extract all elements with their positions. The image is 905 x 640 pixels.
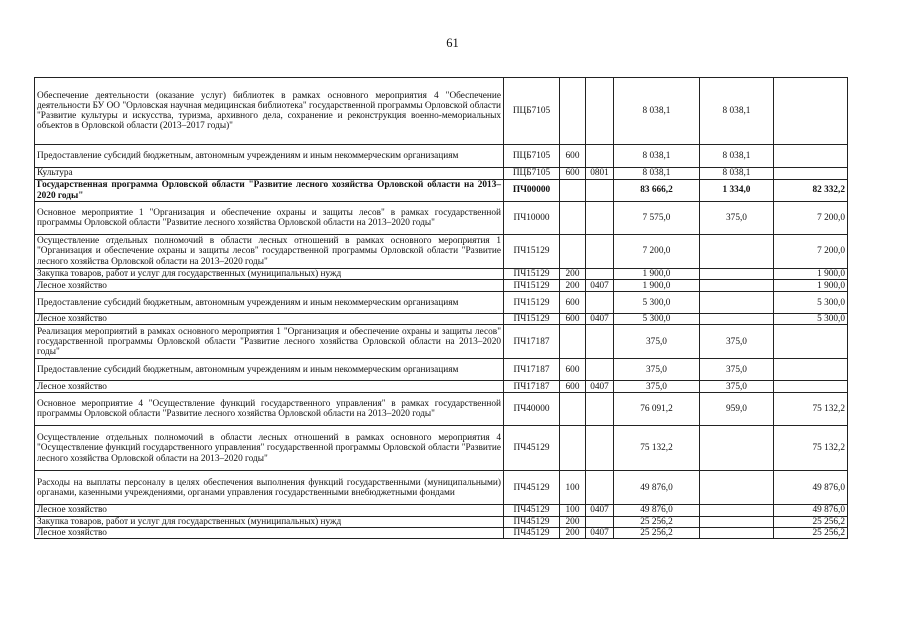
row-amount-total-cell: 375,0 [614, 325, 700, 359]
table-row [35, 168, 848, 180]
row-rz-cell [586, 145, 614, 168]
row-amount-regional-cell: 375,0 [700, 359, 774, 381]
row-name-cell: Основное мероприятие 4 "Осуществление функций государственного управления" в рамках государственной программы Орловской области "Развитие лесного хозяйства Орловской области на 2013–2020 годы" [35, 393, 504, 426]
page-number: 61 [446, 36, 459, 50]
row-rz-cell [586, 78, 614, 145]
row-rz-cell: 0801 [586, 168, 614, 180]
row-rz-cell: 0407 [586, 381, 614, 393]
row-vr-cell [560, 180, 586, 202]
row-name-cell: Предоставление субсидий бюджетным, автономным учреждениям и иным некоммерческим организациям [35, 359, 504, 381]
row-amount-regional-cell [700, 527, 774, 538]
row-amount-regional-cell [700, 280, 774, 292]
row-name-cell: Лесное хозяйство [35, 527, 504, 538]
row-name-cell: Лесное хозяйство [35, 314, 504, 325]
row-vr-cell: 600 [560, 168, 586, 180]
row-vr-cell: 600 [560, 292, 586, 314]
row-vr-cell: 200 [560, 280, 586, 292]
row-amount-federal-cell: 1 900,0 [774, 280, 848, 292]
row-amount-total-cell: 25 256,2 [614, 527, 700, 538]
row-amount-federal-cell: 49 876,0 [774, 505, 848, 516]
row-rz-cell [586, 235, 614, 269]
row-rz-cell [586, 202, 614, 235]
row-amount-federal-cell: 49 876,0 [774, 471, 848, 505]
row-amount-regional-cell: 375,0 [700, 202, 774, 235]
row-vr-cell [560, 426, 586, 471]
row-vr-cell: 600 [560, 314, 586, 325]
budget-table [34, 77, 848, 539]
row-amount-federal-cell: 1 900,0 [774, 269, 848, 280]
table-row [35, 426, 848, 471]
row-vr-cell [560, 325, 586, 359]
row-amount-regional-cell [700, 292, 774, 314]
row-name-cell: Лесное хозяйство [35, 381, 504, 393]
row-amount-federal-cell: 5 300,0 [774, 314, 848, 325]
row-amount-federal-cell [774, 381, 848, 393]
row-amount-total-cell: 8 038,1 [614, 145, 700, 168]
row-amount-regional-cell [700, 314, 774, 325]
row-amount-regional-cell: 8 038,1 [700, 78, 774, 145]
row-rz-cell [586, 471, 614, 505]
row-amount-federal-cell: 5 300,0 [774, 292, 848, 314]
row-amount-regional-cell [700, 235, 774, 269]
table-row [35, 527, 848, 538]
row-code-cell: ПЦБ7105 [504, 145, 560, 168]
row-amount-federal-cell: 7 200,0 [774, 202, 848, 235]
row-name-cell: Лесное хозяйство [35, 505, 504, 516]
row-rz-cell [586, 516, 614, 527]
table-row [35, 145, 848, 168]
table-row [35, 359, 848, 381]
row-name-cell: Государственная программа Орловской области "Развитие лесного хозяйства Орловской области на 2013–2020 годы" [35, 180, 504, 202]
row-amount-regional-cell: 8 038,1 [700, 168, 774, 180]
row-code-cell: ПЧ00000 [504, 180, 560, 202]
row-code-cell: ПЧ10000 [504, 202, 560, 235]
row-rz-cell: 0407 [586, 527, 614, 538]
row-amount-federal-cell: 7 200,0 [774, 235, 848, 269]
row-code-cell: ПЦБ7105 [504, 168, 560, 180]
row-amount-total-cell: 7 200,0 [614, 235, 700, 269]
row-vr-cell [560, 78, 586, 145]
table-row [35, 505, 848, 516]
row-name-cell: Культура [35, 168, 504, 180]
row-amount-regional-cell: 375,0 [700, 325, 774, 359]
row-code-cell: ПЧ15129 [504, 292, 560, 314]
row-vr-cell [560, 393, 586, 426]
row-amount-regional-cell: 1 334,0 [700, 180, 774, 202]
row-vr-cell: 200 [560, 516, 586, 527]
row-amount-federal-cell: 25 256,2 [774, 516, 848, 527]
row-amount-total-cell: 8 038,1 [614, 78, 700, 145]
row-code-cell: ПЦБ7105 [504, 78, 560, 145]
row-rz-cell [586, 325, 614, 359]
row-code-cell: ПЧ17187 [504, 325, 560, 359]
row-code-cell: ПЧ15129 [504, 314, 560, 325]
row-amount-federal-cell: 25 256,2 [774, 527, 848, 538]
row-code-cell: ПЧ17187 [504, 381, 560, 393]
row-code-cell: ПЧ45129 [504, 516, 560, 527]
row-vr-cell: 200 [560, 269, 586, 280]
row-rz-cell [586, 359, 614, 381]
row-rz-cell [586, 393, 614, 426]
row-rz-cell: 0407 [586, 505, 614, 516]
row-amount-total-cell: 76 091,2 [614, 393, 700, 426]
row-rz-cell [586, 180, 614, 202]
row-name-cell: Осуществление отдельных полномочий в области лесных отношений в рамках основного мероприятия 1 "Организация и обеспечение охраны и защиты лесов" государственной программы Орловской области "Развитие лесного хозяйства Орловской области на 2013–2020 годы" [35, 235, 504, 269]
row-amount-total-cell: 1 900,0 [614, 280, 700, 292]
table-row [35, 325, 848, 359]
row-amount-regional-cell [700, 505, 774, 516]
row-vr-cell [560, 235, 586, 269]
row-amount-total-cell: 375,0 [614, 359, 700, 381]
row-name-cell: Осуществление отдельных полномочий в области лесных отношений в рамках основного мероприятия 4 "Осуществление функций государственного управления" государственной программы Орловской области "Развитие лесного хозяйства Орловской области на 2013–2020 годы" [35, 426, 504, 471]
row-rz-cell [586, 269, 614, 280]
row-code-cell: ПЧ40000 [504, 393, 560, 426]
row-rz-cell [586, 292, 614, 314]
row-amount-regional-cell [700, 269, 774, 280]
row-vr-cell: 100 [560, 471, 586, 505]
row-code-cell: ПЧ15129 [504, 269, 560, 280]
row-vr-cell: 600 [560, 359, 586, 381]
table-row [35, 202, 848, 235]
row-amount-federal-cell: 82 332,2 [774, 180, 848, 202]
row-amount-total-cell: 375,0 [614, 381, 700, 393]
row-amount-federal-cell [774, 359, 848, 381]
row-amount-federal-cell [774, 78, 848, 145]
row-code-cell: ПЧ17187 [504, 359, 560, 381]
row-amount-total-cell: 75 132,2 [614, 426, 700, 471]
row-amount-regional-cell: 959,0 [700, 393, 774, 426]
row-amount-total-cell: 1 900,0 [614, 269, 700, 280]
row-amount-regional-cell [700, 471, 774, 505]
row-name-cell: Закупка товаров, работ и услуг для государственных (муниципальных) нужд [35, 516, 504, 527]
table-row [35, 381, 848, 393]
row-code-cell: ПЧ15129 [504, 280, 560, 292]
row-amount-regional-cell: 8 038,1 [700, 145, 774, 168]
row-amount-total-cell: 5 300,0 [614, 314, 700, 325]
table-row [35, 269, 848, 280]
table-row [35, 280, 848, 292]
row-vr-cell: 600 [560, 381, 586, 393]
row-amount-total-cell: 25 256,2 [614, 516, 700, 527]
table-row [35, 516, 848, 527]
row-amount-regional-cell: 375,0 [700, 381, 774, 393]
table-row [35, 393, 848, 426]
budget-table-body [35, 78, 848, 539]
row-amount-total-cell: 5 300,0 [614, 292, 700, 314]
row-amount-total-cell: 83 666,2 [614, 180, 700, 202]
row-code-cell: ПЧ45129 [504, 471, 560, 505]
row-amount-total-cell: 8 038,1 [614, 168, 700, 180]
row-amount-federal-cell [774, 168, 848, 180]
row-amount-regional-cell [700, 426, 774, 471]
row-code-cell: ПЧ15129 [504, 235, 560, 269]
table-row [35, 78, 848, 145]
row-vr-cell: 200 [560, 527, 586, 538]
table-row [35, 235, 848, 269]
row-rz-cell: 0407 [586, 314, 614, 325]
table-row [35, 292, 848, 314]
row-amount-federal-cell: 75 132,2 [774, 393, 848, 426]
row-name-cell: Лесное хозяйство [35, 280, 504, 292]
row-amount-total-cell: 7 575,0 [614, 202, 700, 235]
table-row [35, 314, 848, 325]
row-rz-cell [586, 426, 614, 471]
row-amount-federal-cell: 75 132,2 [774, 426, 848, 471]
row-vr-cell: 100 [560, 505, 586, 516]
row-amount-federal-cell [774, 145, 848, 168]
row-rz-cell: 0407 [586, 280, 614, 292]
table-row [35, 471, 848, 505]
row-code-cell: ПЧ45129 [504, 505, 560, 516]
row-name-cell: Предоставление субсидий бюджетным, автономным учреждениям и иным некоммерческим организациям [35, 145, 504, 168]
row-amount-federal-cell [774, 325, 848, 359]
row-code-cell: ПЧ45129 [504, 426, 560, 471]
row-name-cell: Обеспечение деятельности (оказание услуг) библиотек в рамках основного мероприятия 4 "Обеспечение деятельности БУ ОО "Орловская научная медицинская библиотека" государственной программы Орловской области "Развитие культуры и искусства, туризма, архивного дела, сохранение и реконструкция военно-мемориальных объектов в Орловской области (2013–2017 годы)" [35, 78, 504, 145]
row-name-cell: Закупка товаров, работ и услуг для государственных (муниципальных) нужд [35, 269, 504, 280]
row-vr-cell [560, 202, 586, 235]
row-code-cell: ПЧ45129 [504, 527, 560, 538]
row-vr-cell: 600 [560, 145, 586, 168]
row-name-cell: Расходы на выплаты персоналу в целях обеспечения выполнения функций государственными (муниципальными) органами, казенными учреждениями, органами управления государственными внебюджетными фондами [35, 471, 504, 505]
row-amount-total-cell: 49 876,0 [614, 505, 700, 516]
row-name-cell: Основное мероприятие 1 "Организация и обеспечение охраны и защиты лесов" в рамках государственной программы Орловской области "Развитие лесного хозяйства Орловской области на 2013–2020 годы" [35, 202, 504, 235]
row-name-cell: Реализация мероприятий в рамках основного мероприятия 1 "Организация и обеспечение охраны и защиты лесов" государственной программы Орловской области "Развитие лесного хозяйства Орловской области на 2013–2020 годы" [35, 325, 504, 359]
row-name-cell: Предоставление субсидий бюджетным, автономным учреждениям и иным некоммерческим организациям [35, 292, 504, 314]
row-amount-total-cell: 49 876,0 [614, 471, 700, 505]
row-amount-regional-cell [700, 516, 774, 527]
table-row [35, 180, 848, 202]
